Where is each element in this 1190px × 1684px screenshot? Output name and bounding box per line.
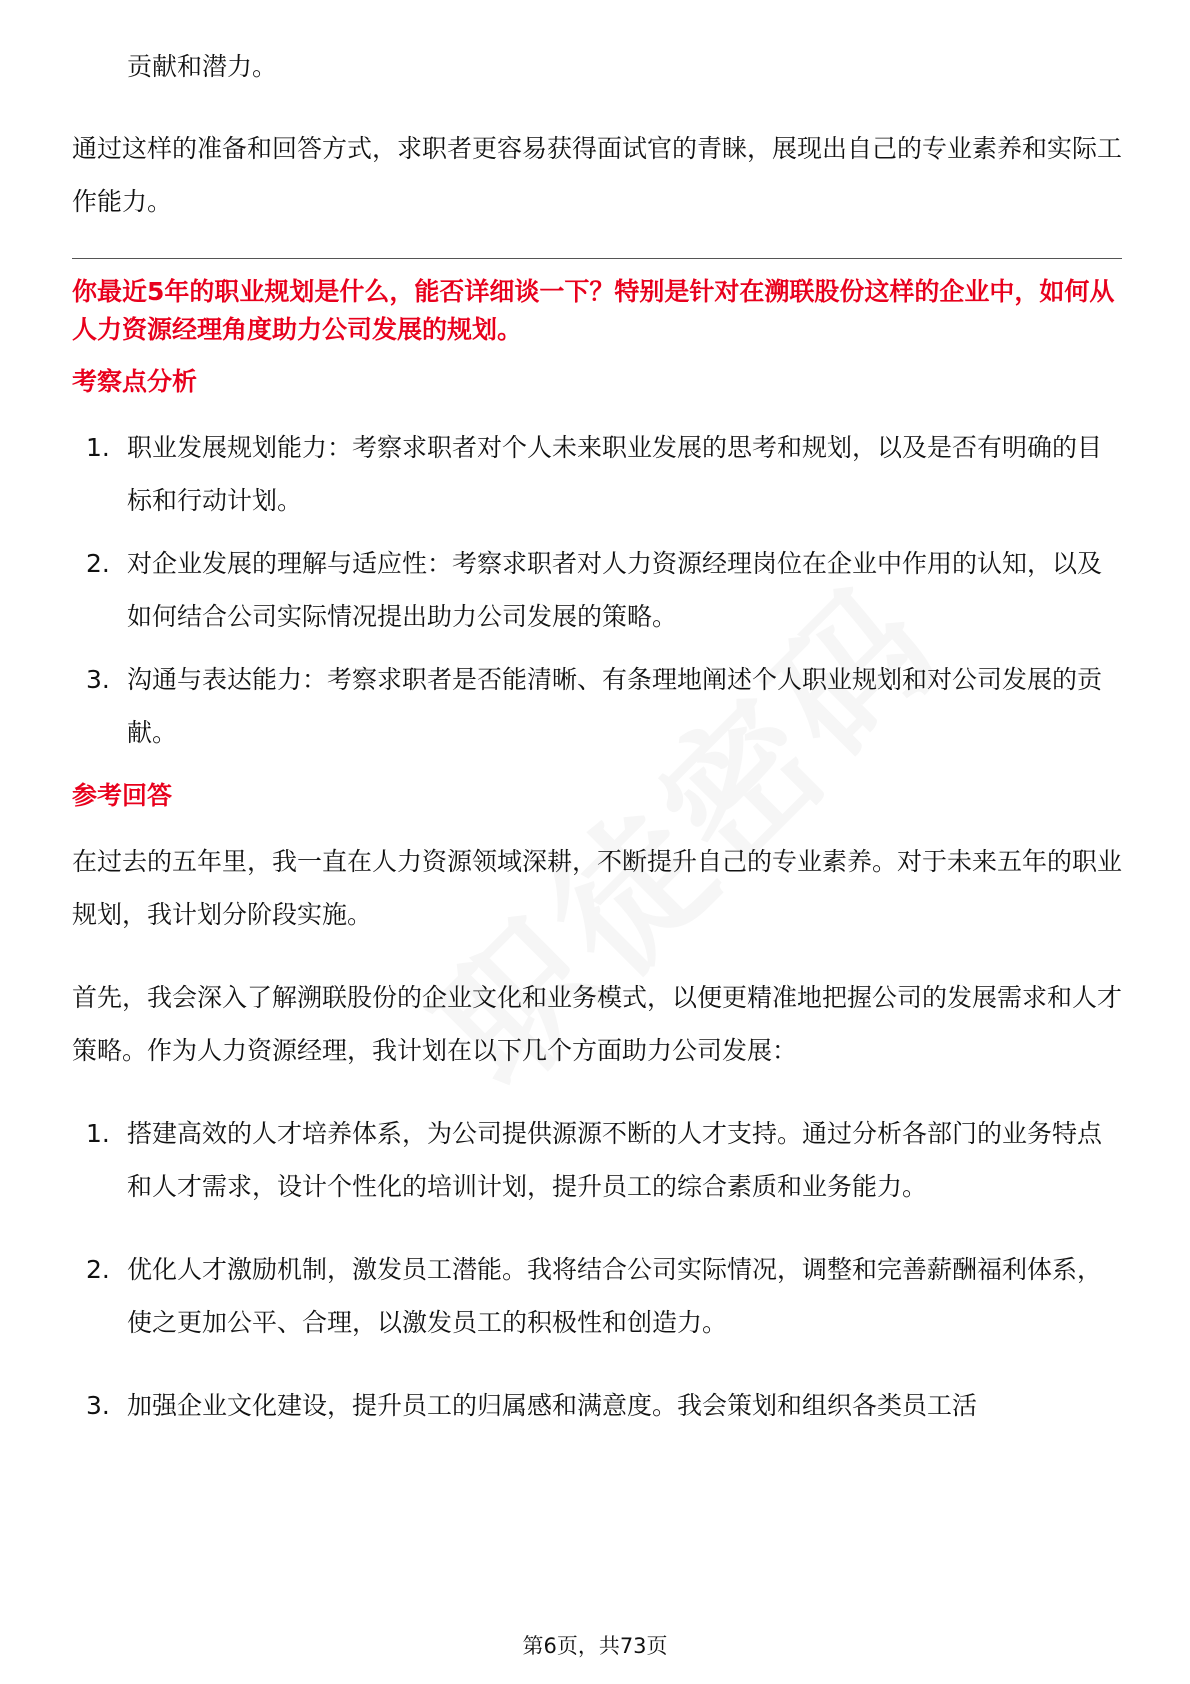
answer-paragraph: 在过去的五年里，我一直在人力资源领域深耕，不断提升自己的专业素养。对于未来五年的职业规划，我计划分阶段实施。	[72, 847, 1123, 929]
analysis-item	[72, 653, 1122, 759]
answer-paragraph: 首先，我会深入了解溯联股份的企业文化和业务模式，以便更精准地把握公司的发展需求和人才策略。作为人力资源经理，我计划在以下几个方面助力公司发展：	[72, 983, 1123, 1065]
answer-item	[72, 1107, 1122, 1213]
list-number: 1.	[86, 1119, 110, 1148]
list-number: 2.	[86, 1255, 110, 1284]
list-item-text: 优化人才激励机制，激发员工潜能。我将结合公司实际情况，调整和完善薪酬福利体系，使之更加公平、合理，以激发员工的积极性和创造力。	[127, 1255, 1103, 1337]
continued-list-text: 贡献和潜力。	[127, 52, 278, 81]
analysis-item	[72, 421, 1122, 527]
page-number-footer: 第6页，共73页	[522, 1634, 668, 1658]
answer-item	[72, 1243, 1122, 1349]
list-item-text: 对企业发展的理解与适应性：考察求职者对人力资源经理岗位在企业中作用的认知，以及如何结合公司实际情况提出助力公司发展的策略。	[127, 549, 1103, 631]
page-content	[72, 40, 1122, 1462]
list-item-text: 职业发展规划能力：考察求职者对个人未来职业发展的思考和规划，以及是否有明确的目标和行动计划。	[127, 433, 1103, 515]
list-item-text: 搭建高效的人才培养体系，为公司提供源源不断的人才支持。通过分析各部门的业务特点和人才需求，设计个性化的培训计划，提升员工的综合素质和业务能力。	[127, 1119, 1103, 1201]
section-divider	[72, 258, 1122, 259]
list-number: 3.	[86, 1391, 110, 1420]
analysis-list	[72, 421, 1122, 759]
answer-item	[72, 1379, 1122, 1432]
list-number: 2.	[86, 549, 110, 578]
list-number: 3.	[86, 665, 110, 694]
list-item-text: 沟通与表达能力：考察求职者是否能清晰、有条理地阐述个人职业规划和对公司发展的贡献。	[127, 665, 1103, 747]
analysis-title: 考察点分析	[72, 367, 198, 396]
question-heading: 你最近5年的职业规划是什么，能否详细谈一下？特别是针对在溯联股份这样的企业中，如何从人力资源经理角度助力公司发展的规划。	[72, 277, 1115, 344]
summary-paragraph: 通过这样的准备和回答方式，求职者更容易获得面试官的青睐，展现出自己的专业素养和实际工作能力。	[72, 134, 1123, 216]
analysis-item	[72, 537, 1122, 643]
list-number: 1.	[86, 433, 110, 462]
answer-list	[72, 1107, 1122, 1432]
answer-title: 参考回答	[72, 781, 173, 810]
list-item-text: 加强企业文化建设，提升员工的归属感和满意度。我会策划和组织各类员工活	[127, 1391, 978, 1420]
